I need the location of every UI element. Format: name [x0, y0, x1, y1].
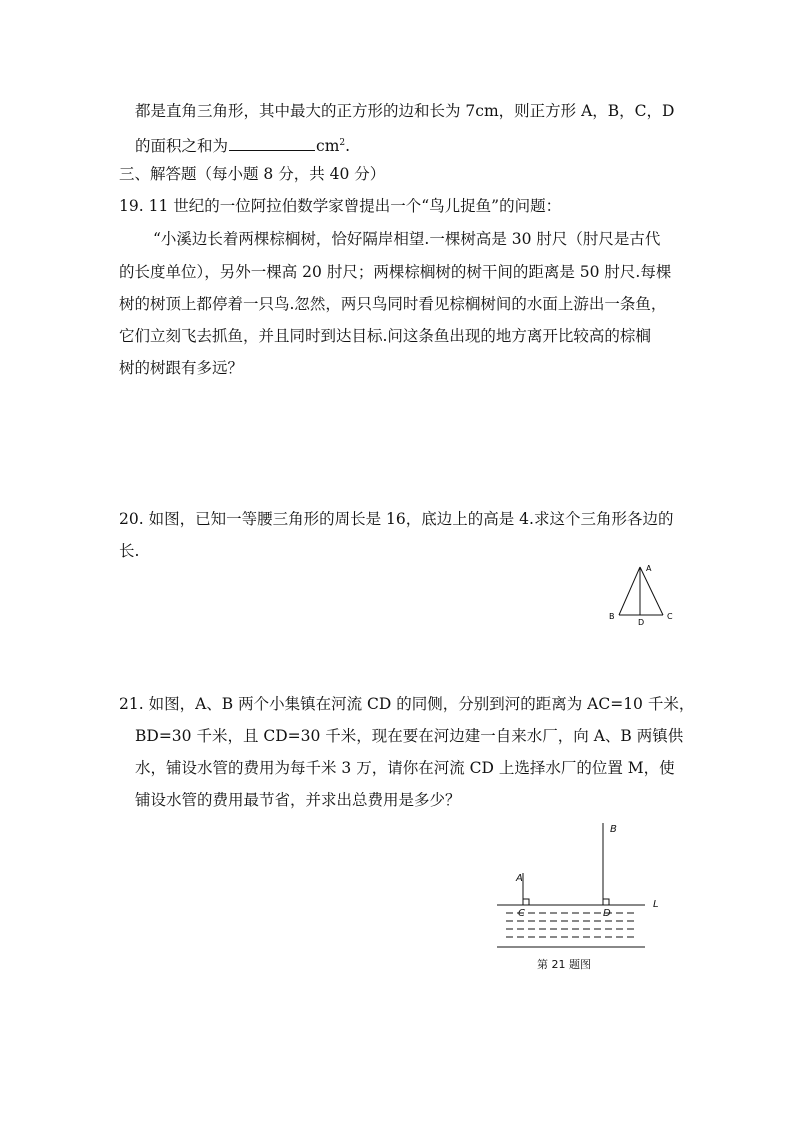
- q21-line-1: 21. 如图，A、B 两个小集镇在河流 CD 的同侧，分别到河的距离为 AC=10 千米，: [119, 695, 695, 713]
- unit-exponent: 2: [339, 138, 346, 148]
- q18-line-1: 都是直角三角形，其中最大的正方形的边和长为 7cm，则正方形 A，B，C，D: [135, 102, 675, 120]
- section-heading: 三、解答题（每小题 8 分，共 40 分）: [119, 165, 386, 183]
- label-l: L: [653, 899, 659, 910]
- q18-line-2-prefix: 的面积之和为: [135, 137, 229, 155]
- unit-cm: cm: [316, 137, 340, 155]
- q19-line-4: 树的树顶上都停着一只鸟.忽然，两只鸟同时看见棕榈树间的水面上游出一条鱼，: [119, 295, 667, 313]
- isosceles-triangle-figure: [600, 560, 690, 630]
- q18-period: .: [345, 137, 351, 155]
- right-angle-mark-d: [603, 899, 609, 905]
- label-c: C: [667, 612, 673, 621]
- answer-blank[interactable]: [229, 135, 315, 151]
- label-a: A: [646, 564, 652, 573]
- q21-line-4: 铺设水管的费用最节省，并求出总费用是多少？: [135, 791, 461, 809]
- q19-line-6: 树的树跟有多远？: [119, 359, 244, 377]
- label-c: C: [518, 908, 525, 919]
- q19-line-1: 19. 11 世纪的一位阿拉伯数学家曾提出一个“鸟儿捉鱼”的问题：: [119, 197, 562, 215]
- river-towns-figure: [490, 815, 670, 950]
- side-ab: [619, 567, 640, 615]
- q19-line-3: 的长度单位），另外一棵高 20 肘尺；两棵棕榈树的树干间的距离是 50 肘尺.每棵: [119, 263, 672, 281]
- q20-line-1: 20. 如图，已知一等腰三角形的周长是 16，底边上的高是 4.求这个三角形各边的: [119, 510, 674, 528]
- water-dashes: [506, 913, 638, 937]
- label-b: B: [610, 824, 617, 835]
- q21-line-3: 水，铺设水管的费用为每千米 3 万，请你在河流 CD 上选择水厂的位置 M，使: [135, 759, 675, 777]
- label-b: B: [609, 612, 615, 621]
- q19-line-2: “小溪边长着两棵棕榈树，恰好隔岸相望.一棵树高是 30 肘尺（肘尺是古代: [153, 230, 661, 248]
- q21-line-2: BD=30 千米，且 CD=30 千米，现在要在河边建一自来水厂，向 A、B 两镇供: [135, 727, 684, 745]
- q18-line-2: [135, 133, 350, 156]
- q19-line-5: 它们立刻飞去抓鱼，并且同时到达目标.问这条鱼出现的地方离开比较高的棕榈: [119, 327, 651, 345]
- side-ac: [640, 567, 663, 615]
- q20-line-2: 长.: [119, 542, 140, 560]
- label-a: A: [516, 873, 523, 884]
- right-angle-mark-c: [523, 899, 529, 905]
- label-d: D: [638, 618, 645, 627]
- figure-caption: 第 21 题图: [537, 958, 591, 971]
- label-d: D: [603, 908, 611, 919]
